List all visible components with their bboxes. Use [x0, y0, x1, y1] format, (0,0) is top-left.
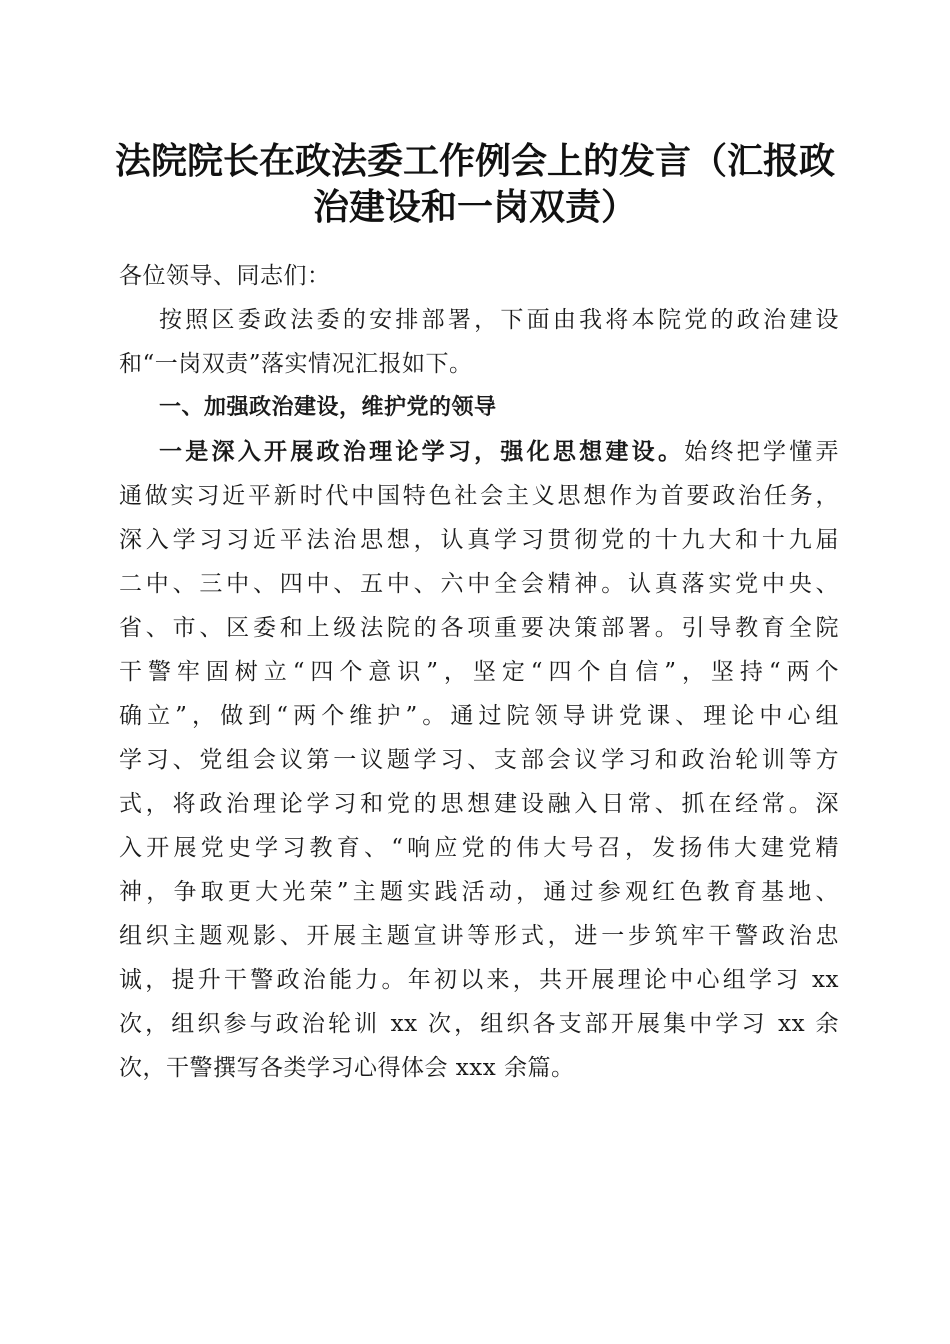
paragraph-line: 次，干警撰写各类学习心得体会 xxx 余篇。 [119, 1055, 575, 1081]
salutation: 各位领导、同志们： [119, 263, 331, 289]
paragraph-line [119, 430, 839, 474]
paragraph-line: 省、市、区委和上级法院的各项重要决策部署。引导教育全院 [119, 615, 839, 641]
paragraph-line: 深入学习习近平法治思想，认真学习贯彻党的十九大和十九届 [119, 527, 839, 553]
paragraph-line: 学习、党组会议第一议题学习、支部会议学习和政治轮训等方 [119, 747, 839, 773]
title-line-2: 治建设和一岗双责） [312, 186, 637, 228]
title-line-1: 法院院长在政法委工作例会上的发言（汇报政 [114, 140, 835, 182]
paragraph-line: 确立”，做到“两个维护”。通过院领导讲党课、理论中心组 [119, 703, 839, 729]
paragraph-lead: 一是深入开展政治理论学习，强化思想建设。 [159, 438, 685, 465]
paragraph-line: 组织主题观影、开展主题宣讲等形式，进一步筑牢干警政治忠 [119, 923, 839, 949]
paragraph-line: 入开展党史学习教育、“响应党的伟大号召，发扬伟大建党精 [119, 835, 839, 861]
paragraph-line: 次，组织参与政治轮训 xx 次，组织各支部开展集中学习 xx 余 [119, 1011, 839, 1037]
paragraph-line: 通做实习近平新时代中国特色社会主义思想作为首要政治任务， [119, 483, 839, 509]
intro-line: 按照区委政法委的安排部署，下面由我将本院党的政治建设 [159, 307, 839, 333]
paragraph-line: 二中、三中、四中、五中、六中全会精神。认真落实党中央、 [119, 571, 839, 597]
paragraph-line: 诚，提升干警政治能力。年初以来，共开展理论中心组学习 xx [119, 967, 839, 993]
intro-line: 和“一岗双责”落实情况汇报如下。 [119, 351, 473, 377]
paragraph-line: 式，将政治理论学习和党的思想建设融入日常、抓在经常。深 [119, 791, 839, 817]
paragraph-text: 始终把学懂弄 [684, 439, 840, 465]
paragraph-line: 神，争取更大光荣”主题实践活动，通过参观红色教育基地、 [119, 879, 839, 905]
section-heading: 一、加强政治建设，维护党的领导 [159, 395, 497, 420]
paragraph-line: 干警牢固树立“四个意识”，坚定“四个自信”，坚持“两个 [119, 659, 839, 685]
document-body [119, 254, 839, 1090]
document-title [100, 138, 850, 230]
